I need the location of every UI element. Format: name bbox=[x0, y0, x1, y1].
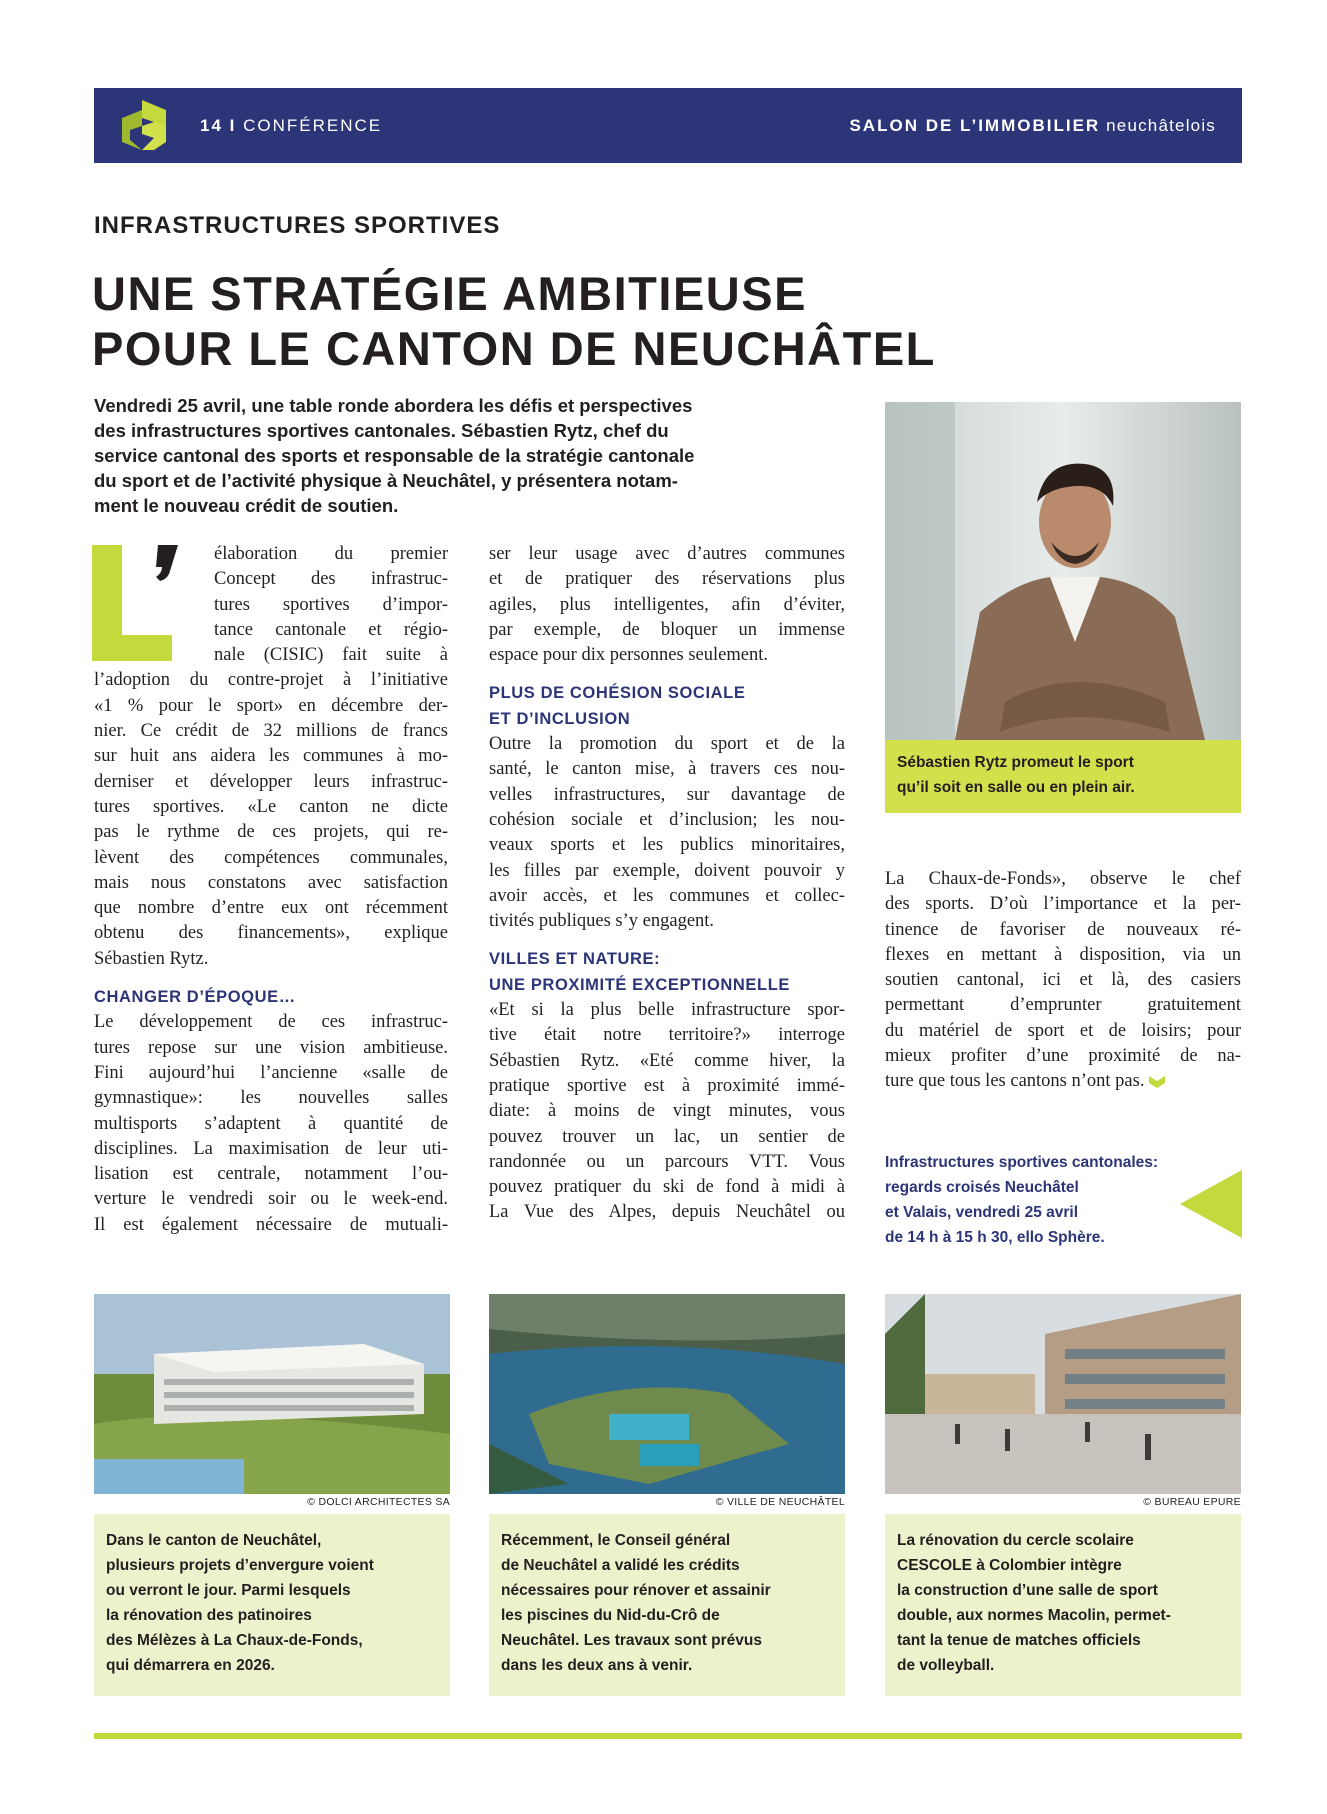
body-line: Fini aujourd’hui l’ancienne «salle de bbox=[94, 1062, 448, 1083]
body-line: tures repose sur une vision ambitieuse. bbox=[94, 1037, 448, 1058]
body-line: par exemple, de bloquer un immense bbox=[489, 619, 845, 640]
body-line: mieux profiter d’une proximité de na- bbox=[885, 1046, 1241, 1067]
article-column-1 bbox=[94, 542, 448, 1238]
headline-line: POUR LE CANTON DE NEUCHÂTEL bbox=[92, 322, 936, 375]
logo-icon bbox=[122, 100, 174, 150]
body-line: pratique sportive est à proximité immé- bbox=[489, 1075, 845, 1096]
body-line: pas le rythme de ces projets, qui re- bbox=[94, 822, 448, 843]
header-separator: I bbox=[229, 116, 237, 135]
body-line: agiles, plus intelligentes, afin d’éviter, bbox=[489, 594, 845, 615]
body-line: tivités publiques s’y engagent. bbox=[489, 911, 715, 932]
body-line: lèvent des compétences communales, bbox=[94, 847, 448, 868]
body-line: sur huit ans aidera les communes à mo- bbox=[94, 746, 448, 767]
lead-paragraph bbox=[94, 393, 836, 518]
event-line: Infrastructures sportives cantonales: bbox=[885, 1154, 1159, 1171]
page-number: 14 bbox=[200, 116, 223, 135]
end-mark-icon bbox=[1149, 1076, 1165, 1088]
event-info bbox=[885, 1150, 1185, 1250]
event-line: regards croisés Neuchâtel bbox=[885, 1179, 1079, 1196]
caption-line: nécessaires pour rénover et assainir bbox=[501, 1582, 771, 1599]
body-line: espace pour dix personnes seulement. bbox=[489, 645, 768, 666]
caption-line: double, aux normes Macolin, permet- bbox=[897, 1607, 1171, 1624]
body-line: cohésion sociale et d’inclusion; les nou- bbox=[489, 809, 845, 830]
body-line: La Chaux-de-Fonds», observe le chef bbox=[885, 869, 1241, 889]
body-line: soutien cantonal, ici et là, des casiers bbox=[885, 970, 1241, 991]
section-label: CONFÉRENCE bbox=[243, 116, 383, 135]
body-line: obtenu des financements», explique bbox=[94, 923, 448, 944]
body-line: pouvez trouver un lac, un sentier de bbox=[489, 1126, 845, 1147]
triangle-arrow-icon bbox=[1180, 1170, 1242, 1238]
subheading: UNE PROXIMITÉ EXCEPTIONNELLE bbox=[489, 975, 790, 994]
bottom-rule bbox=[94, 1733, 1242, 1739]
body-line: lisation est centrale, notamment l’ou- bbox=[94, 1164, 448, 1185]
photo-caption bbox=[489, 1514, 845, 1696]
caption-line: qu’il soit en salle ou en plein air. bbox=[897, 779, 1135, 796]
body-line: tinence de favoriser de nouveaux ré- bbox=[885, 919, 1241, 940]
page-header bbox=[94, 88, 1242, 163]
subheading: VILLES ET NATURE: bbox=[489, 950, 661, 969]
photo-credit: © BUREAU EPURE bbox=[1143, 1496, 1241, 1508]
body-line-text: ture que tous les cantons n’ont pas. bbox=[885, 1071, 1145, 1092]
body-line: derniser et développer leurs infrastruc- bbox=[94, 771, 448, 792]
lead-line: service cantonal des sports et responsable de la stratégie cantonale bbox=[94, 445, 695, 466]
body-line: verture le vendredi soir ou le week-end. bbox=[94, 1189, 448, 1210]
portrait-caption bbox=[885, 740, 1241, 813]
caption-line: Sébastien Rytz promeut le sport bbox=[897, 754, 1134, 771]
body-line: La Vue des Alpes, depuis Neuchâtel ou bbox=[489, 1202, 845, 1223]
body-line: et de pratiquer des réservations plus bbox=[489, 569, 845, 590]
body-line: «1 % pour le sport» en décembre der- bbox=[94, 695, 448, 716]
lead-line: du sport et de l’activité physique à Neuchâtel, y présentera notam- bbox=[94, 470, 678, 491]
caption-line: les piscines du Nid-du-Crô de bbox=[501, 1607, 720, 1624]
caption-line: la rénovation des patinoires bbox=[106, 1607, 312, 1624]
body-line: disciplines. La maximisation de leur uti- bbox=[94, 1138, 448, 1159]
caption-line: Neuchâtel. Les travaux sont prévus bbox=[501, 1632, 763, 1649]
caption-line: des Mélèzes à La Chaux-de-Fonds, bbox=[106, 1632, 363, 1649]
header-section bbox=[200, 88, 382, 163]
body-line: Outre la promotion du sport et de la bbox=[489, 734, 845, 755]
body-line: ser leur usage avec d’autres communes bbox=[489, 544, 845, 564]
body-line: santé, le canton mise, à travers ces nou- bbox=[489, 759, 845, 780]
body-line: nier. Ce crédit de 32 millions de francs bbox=[94, 721, 448, 742]
headline-line: UNE STRATÉGIE AMBITIEUSE bbox=[92, 267, 807, 320]
photo-credit: © DOLCI ARCHITECTES SA bbox=[307, 1496, 450, 1508]
body-line: des sports. D’où l’importance et la per- bbox=[885, 894, 1241, 915]
body-line bbox=[885, 1069, 1241, 1094]
subheading: ET D’INCLUSION bbox=[489, 709, 631, 728]
body-line: tance cantonale et régio- bbox=[214, 619, 448, 640]
event-line: et Valais, vendredi 25 avril bbox=[885, 1204, 1079, 1221]
body-line: nale (CISIC) fait suite à bbox=[214, 645, 448, 666]
body-line: multisports s’adaptent à quantité de bbox=[94, 1113, 448, 1134]
caption-line: ou verront le jour. Parmi lesquels bbox=[106, 1582, 351, 1599]
headline bbox=[92, 266, 1192, 376]
lead-line: Vendredi 25 avril, une table ronde abordera les défis et perspectives bbox=[94, 395, 693, 416]
caption-line: de Neuchâtel a validé les crédits bbox=[501, 1557, 740, 1574]
body-line: du matériel de sport et de loisirs; pour bbox=[885, 1020, 1241, 1041]
event-line: de 14 h à 15 h 30, ello Sphère. bbox=[885, 1229, 1105, 1246]
body-line: Sébastien Rytz. «Eté comme hiver, la bbox=[489, 1050, 845, 1071]
body-line: avoir accès, et les communes et collec- bbox=[489, 885, 845, 906]
photo-caption bbox=[885, 1514, 1241, 1696]
body-line: les filles par exemple, doivent pouvoir y bbox=[489, 860, 845, 881]
caption-line: dans les deux ans à venir. bbox=[501, 1657, 693, 1674]
caption-line: Récemment, le Conseil général bbox=[501, 1532, 731, 1549]
body-line: l’adoption du contre-projet à l’initiative bbox=[94, 670, 448, 691]
body-line: veaux sports et les publics minoritaires, bbox=[489, 835, 845, 856]
body-line: Le développement de ces infrastruc- bbox=[94, 1012, 448, 1033]
caption-line: Dans le canton de Neuchâtel, bbox=[106, 1532, 322, 1549]
article-column-3 bbox=[885, 867, 1241, 1095]
body-line: pouvez pratiquer du ski de fond à midi à bbox=[489, 1177, 845, 1198]
body-line: tures sportives. «Le canton ne dicte bbox=[94, 796, 448, 817]
subheading: CHANGER D’ÉPOQUE… bbox=[94, 988, 296, 1007]
subheading: PLUS DE COHÉSION SOCIALE bbox=[489, 684, 746, 703]
kicker: INFRASTRUCTURES SPORTIVES bbox=[94, 212, 501, 239]
body-line: mais nous constatons avec satisfaction bbox=[94, 872, 448, 893]
body-line: velles infrastructures, sur davantage de bbox=[489, 784, 845, 805]
body-line: «Et si la plus belle infrastructure spor- bbox=[489, 1000, 845, 1021]
body-line: diate: à moins de vingt minutes, vous bbox=[489, 1101, 845, 1122]
lead-line: des infrastructures sportives cantonales. Sébastien Rytz, chef du bbox=[94, 420, 669, 441]
caption-line: La rénovation du cercle scolaire bbox=[897, 1532, 1134, 1549]
body-line: Sébastien Rytz. bbox=[94, 948, 209, 969]
body-line: tures sportives d’impor- bbox=[214, 594, 448, 615]
body-line: randonnée ou un parcours VTT. Vous bbox=[489, 1151, 845, 1172]
caption-line: plusieurs projets d’envergure voient bbox=[106, 1557, 374, 1574]
brand-bold: SALON DE L’IMMOBILIER bbox=[849, 116, 1101, 135]
body-line: gymnastique»: les nouvelles salles bbox=[94, 1088, 448, 1109]
photo-credit: © VILLE DE NEUCHÂTEL bbox=[715, 1496, 845, 1508]
caption-line: qui démarrera en 2026. bbox=[106, 1657, 275, 1674]
body-line: élaboration du premier bbox=[214, 544, 448, 564]
body-line: flexes en mettant à disposition, via un bbox=[885, 944, 1241, 965]
caption-line: de volleyball. bbox=[897, 1657, 995, 1674]
photo-patinoires bbox=[94, 1294, 450, 1494]
caption-line: tant la tenue de matches officiels bbox=[897, 1632, 1141, 1649]
photo-cescole bbox=[885, 1294, 1241, 1494]
body-line: que nombre d’entre eux ont récemment bbox=[94, 898, 448, 919]
body-line: permettant d’emprunter gratuitement bbox=[885, 995, 1241, 1016]
article-column-2 bbox=[489, 542, 845, 1226]
portrait-photo bbox=[885, 402, 1241, 740]
brand-light: neuchâtelois bbox=[1106, 116, 1216, 135]
lead-line: ment le nouveau crédit de soutien. bbox=[94, 495, 399, 516]
body-line: Concept des infrastruc- bbox=[214, 569, 448, 590]
photo-caption bbox=[94, 1514, 450, 1696]
body-line: Il est également nécessaire de mutuali- bbox=[94, 1214, 448, 1235]
body-line: tive était notre territoire?» interroge bbox=[489, 1025, 845, 1046]
photo-piscines bbox=[489, 1294, 845, 1494]
caption-line: la construction d’une salle de sport bbox=[897, 1582, 1158, 1599]
caption-line: CESCOLE à Colombier intègre bbox=[897, 1557, 1122, 1574]
header-brand bbox=[849, 88, 1216, 163]
